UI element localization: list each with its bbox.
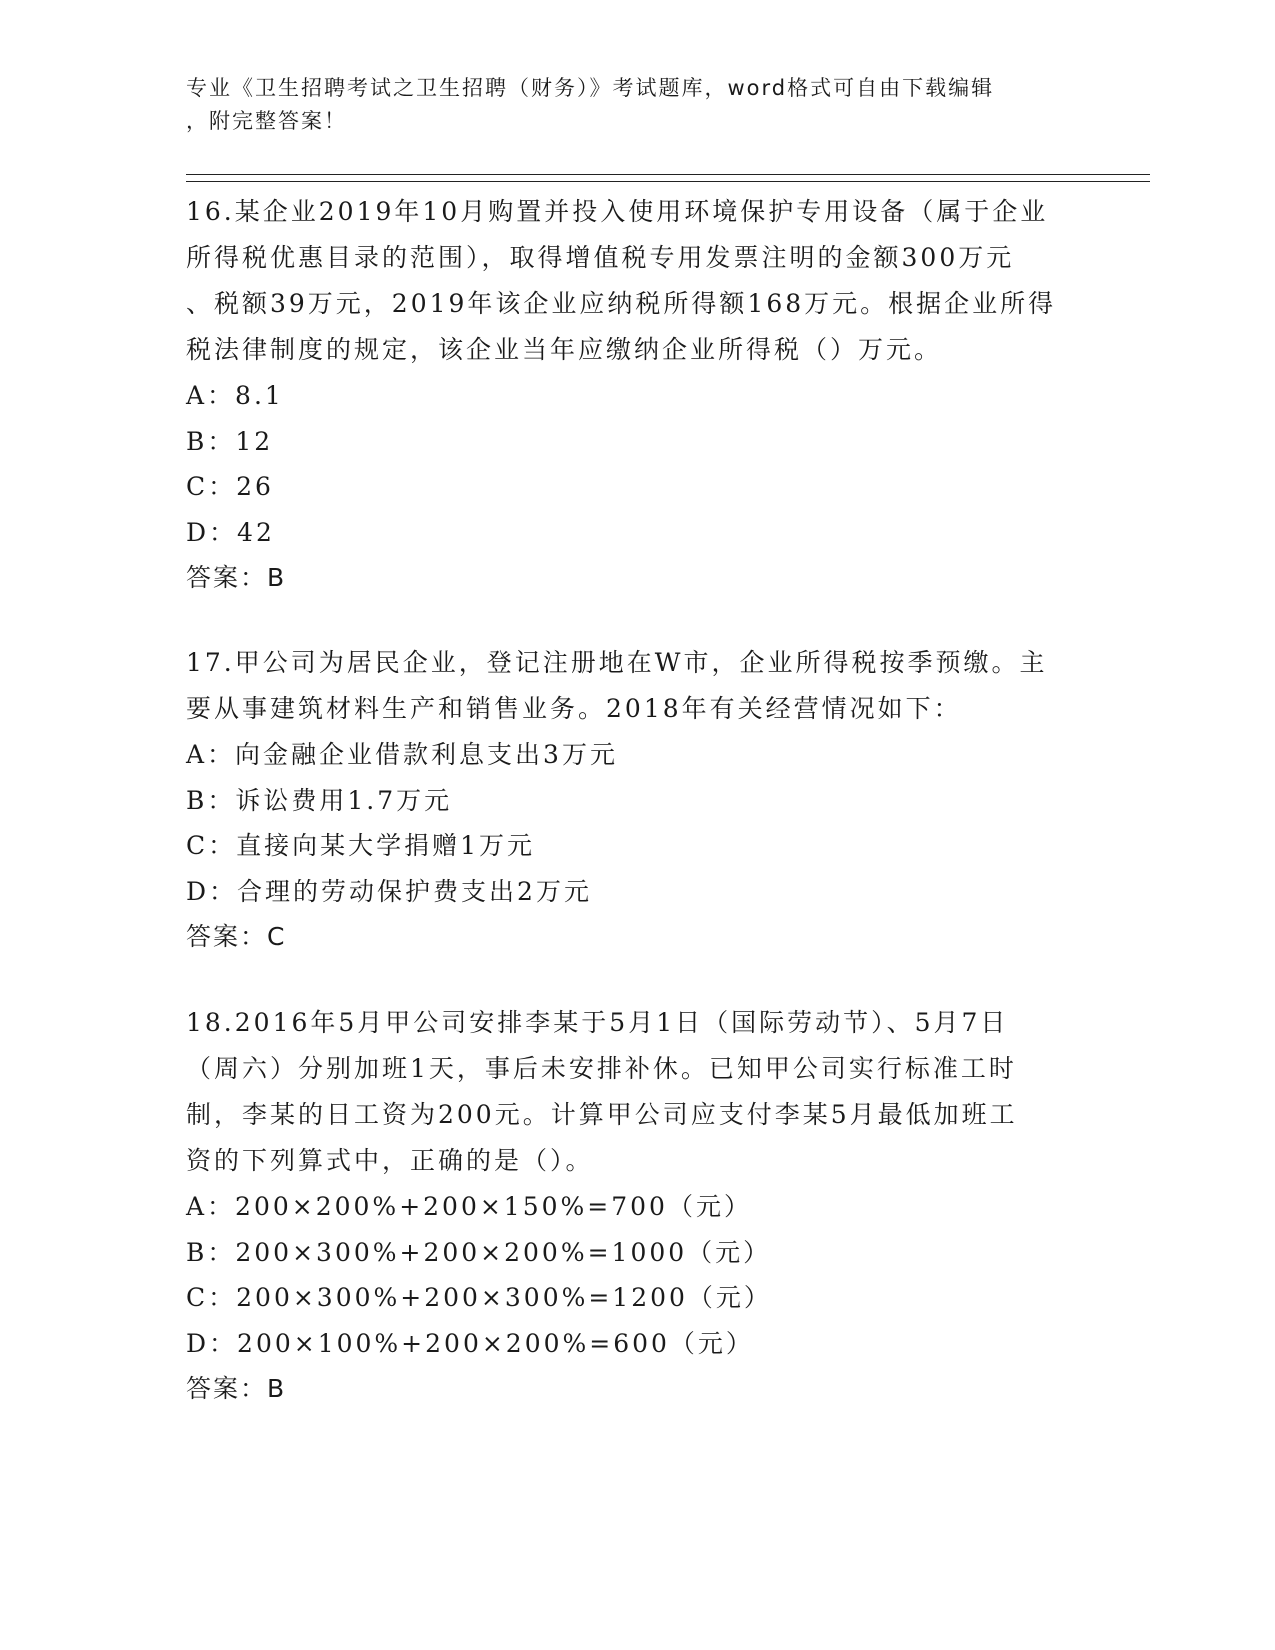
stem-line: 制，李某的日工资为200元。计算甲公司应支付李某5月最低加班工 (186, 1100, 1018, 1129)
option-a: A：200×200%+200×150%=700（元） (186, 1192, 752, 1221)
question-16 (186, 189, 1066, 601)
question-stem (186, 640, 1066, 732)
option-b: B：诉讼费用1.7万元 (186, 785, 453, 815)
answer-text: 答案：B (186, 1374, 287, 1403)
stem-line: 16.某企业2019年10月购置并投入使用环境保护专用设备（属于企业 (186, 197, 1049, 226)
header-line-1: 专业《卫生招聘考试之卫生招聘（财务）》考试题库，word格式可自由下载编辑 (186, 76, 995, 100)
option-d: D：200×100%+200×200%=600（元） (186, 1328, 754, 1358)
option-a: A：向金融企业借款利息支出3万元 (186, 740, 618, 769)
question-17 (186, 640, 1066, 960)
stem-line: 18.2016年5月甲公司安排李某于5月1日（国际劳动节）、5月7日 (186, 1008, 1009, 1037)
stem-line: 17.甲公司为居民企业，登记注册地在W市，企业所得税按季预缴。主 (186, 648, 1048, 677)
answer-text: 答案：C (186, 922, 287, 951)
option-b: B：200×300%+200×200%=1000（元） (186, 1237, 772, 1267)
document-header (186, 72, 1066, 138)
question-stem (186, 1000, 1066, 1184)
option-c: C：直接向某大学捐赠1万元 (186, 831, 536, 860)
question-18 (186, 1000, 1066, 1412)
option-b: B：12 (186, 426, 274, 456)
option-c: C：26 (186, 472, 274, 501)
question-stem (186, 189, 1066, 373)
answer-text: 答案：B (186, 563, 287, 592)
option-d: D：42 (186, 517, 275, 547)
stem-line: 所得税优惠目录的范围），取得增值税专用发票注明的金额300万元 (186, 243, 1015, 272)
option-c: C：200×300%+200×300%=1200（元） (186, 1283, 772, 1312)
stem-line: 、税额39万元，2019年该企业应纳税所得额168万元。根据企业所得 (186, 289, 1057, 318)
option-d: D：合理的劳动保护费支出2万元 (186, 876, 592, 906)
header-line-2: ，附完整答案！ (186, 109, 347, 133)
option-a: A：8.1 (186, 381, 284, 410)
header-divider-top (186, 174, 1150, 175)
stem-line: （周六）分别加班1天，事后未安排补休。已知甲公司实行标准工时 (186, 1054, 1017, 1083)
header-divider-bottom (186, 181, 1150, 182)
stem-line: 资的下列算式中，正确的是（）。 (186, 1146, 594, 1175)
stem-line: 要从事建筑材料生产和销售业务。2018年有关经营情况如下： (186, 694, 962, 723)
stem-line: 税法律制度的规定，该企业当年应缴纳企业所得税（）万元。 (186, 335, 943, 364)
